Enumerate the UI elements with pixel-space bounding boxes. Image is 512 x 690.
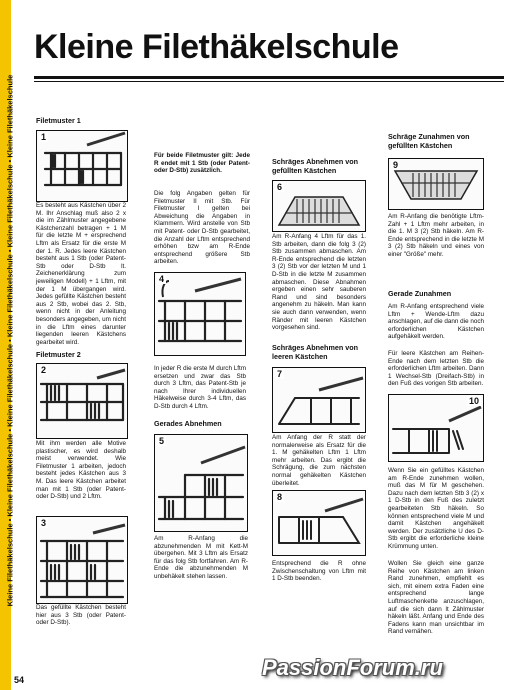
figure-number: 8: [277, 492, 283, 502]
heading-gerade-zunahmen: Gerade Zunahmen: [388, 289, 452, 298]
crochet-illustration: [37, 364, 127, 438]
text-angaben: Die folg Angaben gelten für Filetmuster II mit Stb. Für Filetmuster I gelten bei Abweichung die Angaben in Klammern. Wird anstelle von Stb mit Patent- oder D-Stb gearbeitet, die Anzahl der Lftm entsprechend erhöhen bzw am R-Ende entsprechend größere Stb arbeiten.: [154, 190, 250, 266]
text-schraege-zunahmen: Am R-Anfang die benötigte Lftm-Zahl + 1 Lftm mehr arbeiten, in die 1. M 3 (2) Stb häkeln. Am R-Ende entsprechend in die letzte M 3 (2) Stb häkeln und eines von einer "Größe" mehr.: [388, 213, 484, 258]
watermark-logo: PassionForum.ru: [262, 655, 443, 680]
text-erste-m-ersetzen: In jeder R die erste M durch Lftm ersetzen und zwar das Stb durch 3 Lftm, das Patent-Stb je nach Ihrer individuellen Häkelweise durch 3-4 Lftm, das D-Stb durch 4 Lftm.: [154, 365, 246, 410]
text-r-beenden: Entsprechend die R ohne Zwischenschaltung von Lftm mit 1 D-Stb beenden.: [272, 560, 366, 583]
figure-number: 10: [468, 396, 479, 406]
heading-schraege-zunahmen: Schräge Zunahmen von gefüllten Kästchen: [388, 132, 470, 150]
crochet-illustration: [155, 273, 245, 355]
figure-1: [36, 130, 128, 202]
crochet-illustration: [37, 131, 127, 201]
figure-5: [154, 434, 248, 532]
heading-filetmuster-2: Filetmuster 2: [36, 350, 81, 359]
heading-gerades-abnehmen: Gerades Abnehmen: [154, 419, 222, 428]
figure-number: 9: [393, 160, 399, 170]
heading-filetmuster-1: Filetmuster 1: [36, 116, 81, 125]
figure-9: [388, 158, 484, 210]
text-gerade-zunahmen-2: Für leere Kästchen am Reihen-Ende nach dem letzten Stb die erforderlichen Lftm arbeiten. Dann 1 Wechsel-Stb (Dreifach-Stb) in den Fuß des vorigen Stb arbeiten.: [388, 350, 484, 388]
figure-6: [272, 180, 366, 232]
text-gerade-zunahmen-1: Am R-Anfang entsprechend viele Lftm + Wende-Lftm dazu anschlagen, auf die dann die noch erforderlichen Kästchen aufgehäkelt werden.: [388, 303, 484, 341]
text-gefuelltes-kaestchen: Das gefüllte Kästchen besteht hier aus 3 Stb (oder Patent- oder D-Stb).: [36, 604, 126, 627]
figure-10: [388, 394, 484, 462]
text-schraeges-abnehmen-leer: Am Anfang der R statt der normalerweise als Ersatz für die 1. M gehäkelten Lftm 1 Lftm mehr arbeiten. Das ergibt die Schrägung, die zum nächsten normal gehäkelten Kästchen überleitet.: [272, 434, 366, 487]
figure-4: [154, 272, 246, 356]
text-gerades-abnehmen: Am R-Anfang die abzunehmenden M mit Kett-M übergehen. Mit 3 Lftm als Ersatz für das folg Stb fortfahren. Am R-Ende die abzunehmenden M unbehäkelt stehen lassen.: [154, 535, 248, 580]
figure-number: 7: [277, 369, 283, 379]
figure-number: 6: [277, 182, 283, 192]
text-filetmuster-1: Es besteht aus Kästchen über 2 M. Ihr Anschlag muß also 2 x die im Zählmuster angegebene Kästchenzahl betragen + 1 M für die letzte M + ersprechend Lftm als Ersatz für die erste M der 1. R. Jedes leere Kästchen besteht aus 1 Stb (oder Patent-Stb oder D-Stb lt. Zeichenerklärung zum jeweiligen Modell) + 1 Lftm, mit der 1 M übergangen wird. Jedes gefüllte Kästchen besteht aus 2 Stb, wobei das 2. Stb, wenn nicht in der Anleitung besonders angegeben, um nicht in die Lftm eines darunter liegenden leeren Kästchens gearbeitet wird.: [36, 202, 126, 346]
page-title: Kleine Filethäkelschule: [34, 28, 399, 66]
text-schraeges-abnehmen-gefuellt: Am R-Anfang 4 Lftm für das 1. Stb arbeiten, dann die folg 3 (2) Stb zusammen abmaschen. Am R-Ende entsprechend die letzten 3 (2) Stb vor der letzten M und 1 D-Stb in die letzte M zusammen abmaschen. Diese Abnahmen ergeben einen sehr sauberen Rand und sind besonders angenehm zu häkeln. Man kann sie auch dann verwenden, wenn Ränder mit leeren Kästchen vorgesehen sind.: [272, 233, 366, 332]
title-rule-thin: [34, 81, 504, 82]
figure-3: [36, 516, 128, 604]
page-number: 54: [14, 675, 25, 685]
text-beide-filetmuster: Für beide Filetmuster gilt: Jede R endet mit 1 Stb (oder Patent- oder D-Stb) zusätzlich.: [154, 152, 250, 175]
crochet-illustration: [273, 368, 365, 432]
text-filetmuster-2: Mit ihm werden alle Motive plastischer, es wird deshalb meist verwendet. Wie Filetmuster 1 arbeiten, jedoch besteht jedes Kästchen aus 3 M. Das leere Kästchen arbeitet man mit 1 Stb (oder Patent- oder D-Stb) und 2 Lftm.: [36, 440, 126, 501]
title-rule: [34, 76, 504, 79]
crochet-illustration: [37, 517, 127, 603]
text-gefuelltes-zunehmen: Wenn Sie ein gefülltes Kästchen am R-Ende zunehmen wollen, muß das M für M geschehen. Dazu nach dem letzten Stb 3 (2) x 1 D-Stb in den Fuß des zuletzt gearbeiteten Stb häkeln. So können entsprechend viele M und damit Kästchen angehäkelt werden. Der zusätzliche U des D-Stb ergibt die erforderliche kleine Krümmung unten.: [388, 467, 484, 550]
figure-number: 5: [159, 436, 165, 446]
figure-number: 3: [41, 518, 47, 528]
figure-7: [272, 367, 366, 433]
figure-number: 1: [41, 132, 47, 142]
heading-schraeges-abnehmen-gefuellt: Schräges Abnehmen von gefüllten Kästchen: [272, 157, 359, 175]
crochet-illustration: [273, 491, 365, 555]
heading-schraeges-abnehmen-leer: Schräges Abnehmen von leeren Kästchen: [272, 343, 359, 361]
text-ganze-reihe-zunehmen: Wollen Sie gleich eine ganze Reihe von Kästchen am linken Rand zunehmen, empfiehlt es sich, mit einem extra Faden eine entsprechend lange Luftmaschenkette anzuschlagen, auf die sich dann lt Zählmuster häkeln läßt. Anfang und Ende des Fadens kann man unsichtbar im Rand vernähen.: [388, 560, 484, 636]
crochet-illustration: [273, 181, 365, 231]
figure-2: [36, 363, 128, 439]
crochet-illustration: [155, 435, 247, 531]
side-running-title: Kleine Filethäkelschule • Kleine Filethäkelschule • Kleine Filethäkelschule • Kleine Filethäkelschule • Kleine Filethäkelschule • Kleine Filethäkelschule: [5, 74, 15, 607]
figure-number: 4: [159, 274, 165, 284]
crochet-illustration: [389, 159, 483, 209]
figure-8: [272, 490, 366, 556]
figure-number: 2: [41, 365, 47, 375]
